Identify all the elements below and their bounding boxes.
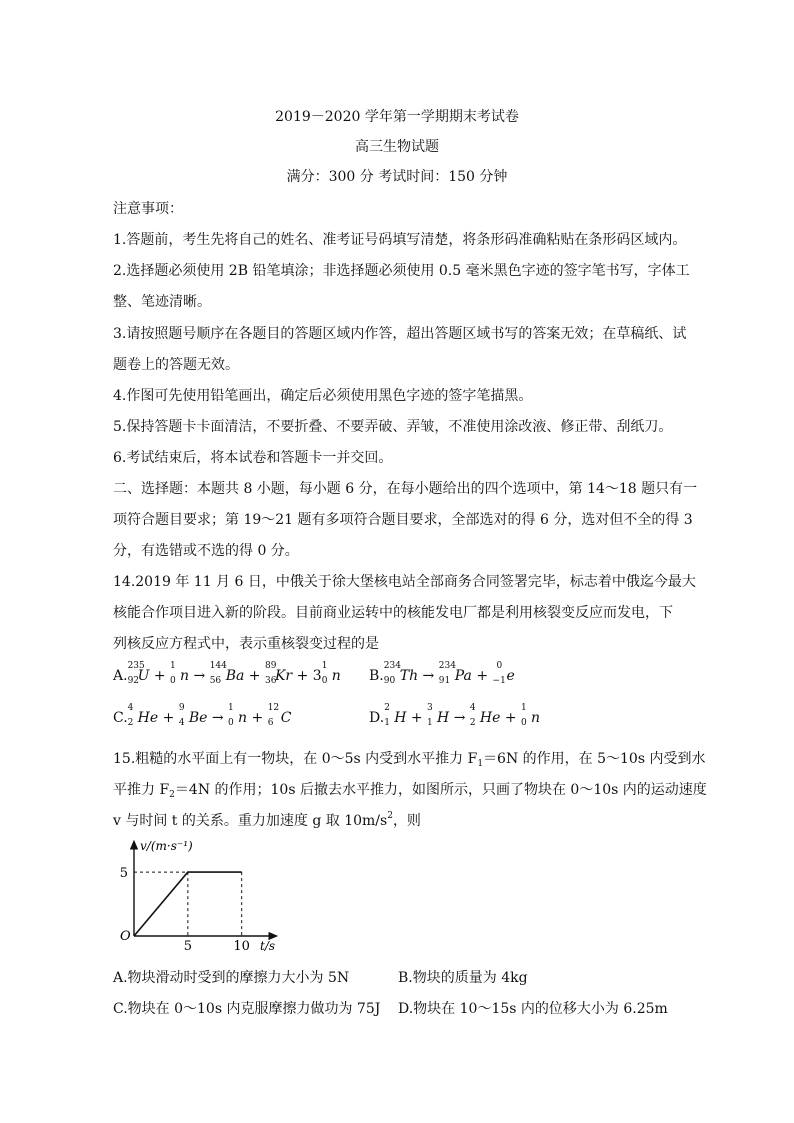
y-axis-label: v/(m·s⁻¹) (140, 839, 193, 853)
q14-stem: 核能合作项目进入新的阶段。目前商业运转中的核能发电厂都是利用核裂变反应而发电，下 (113, 605, 673, 621)
notice-line: 5.保持答题卡卡面清洁，不要折叠、不要弄破、弄皱，不准使用涂改液、修正带、刮纸刀。 (113, 419, 673, 435)
q15-stem: v 与时间 t 的关系。重力加速度 g 取 $10m/s^2$，则 (113, 811, 421, 829)
exam-subtitle: 高三生物试题 (355, 139, 439, 155)
nuclide: 1 0 n (170, 661, 190, 686)
notice-line: 2.选择题必须使用 2B 铅笔填涂；非选择题必须使用 0.5 毫米黑色字迹的签字笔书写，字体工 (113, 263, 690, 279)
q14-option-c[interactable]: C. 4 2 He + 9 4 Be → 1 0 n + 12 6 C (113, 703, 292, 728)
notice-line: 1.答题前，考生先将自己的姓名、准考证号码填写清楚，将条形码准确粘贴在条形码区域内。 (113, 232, 687, 248)
q14-option-a[interactable]: A. 235 92 U + 1 0 n → 144 56 Ba + 89 36 Kr + 3 1 0 n (113, 661, 341, 686)
x-axis-label: t/s (260, 939, 276, 953)
origin-label: O (120, 929, 131, 944)
q14-option-d[interactable]: D. 2 1 H + 3 1 H → 4 2 He + 1 0 n (369, 703, 541, 728)
exam-title: 2019－2020 学年第一学期期末考试卷 (275, 109, 519, 125)
velocity-time-graph (108, 838, 288, 954)
nuclide: 144 56 Ba (209, 661, 245, 686)
q15-option-c[interactable]: C.物块在 0～10s 内克服摩擦力做功为 75J (113, 1001, 381, 1017)
nuclide: 4 2 He (469, 703, 501, 728)
q15-option-a[interactable]: A.物块滑动时受到的摩擦力大小为 5N (113, 970, 350, 986)
nuclide: 0 −1 e (492, 661, 515, 686)
q14-option-b[interactable]: B. 234 90 Th → 234 91 Pa + 0 −1 e (369, 661, 515, 686)
notice-line: 题卷上的答题无效。 (113, 357, 239, 373)
nuclide: 235 92 U (127, 661, 150, 686)
nuclide: 9 4 Be (178, 703, 208, 728)
notice-line: 4.作图可先使用铅笔画出，确定后必须使用黑色字迹的签字笔描黑。 (113, 388, 533, 404)
nuclide: 12 6 C (267, 703, 292, 728)
q14-stem: 列核反应方程式中，表示重核裂变过程的是 (113, 636, 379, 652)
section-instructions: 项符合题目要求；第 19～21 题有多项符合题目要求，全部选对的得 6 分，选对但不全的得 3 (113, 512, 693, 528)
x-tick-label: 5 (183, 939, 192, 954)
y-tick-label: 5 (119, 866, 128, 882)
q15-stem: 平推力 $F_2=4N$ 的作用；10s 后撤去水平推力，如图所示，只画了物块在 0～10s 内的运动速度 (113, 782, 707, 800)
nuclide: 3 1 H (427, 703, 450, 728)
q15-stem: 15.粗糙的水平面上有一物块，在 0～5s 内受到水平推力 $F_1=6N$ 的作用，在 5～10s 内受到水 (113, 751, 706, 769)
q14-stem: 14.2019 年 11 月 6 日，中俄关于徐大堡核电站全部商务合同签署完毕，标志着中俄迄今最大 (113, 574, 696, 590)
notice-line: 3.请按照题号顺序在各题目的答题区域内作答，超出答题区域书写的答案无效；在草稿纸、试 (113, 326, 687, 342)
nuclide: 89 36 Kr (264, 661, 293, 686)
notice-heading: 注意事项： (113, 201, 183, 217)
section-instructions: 分，有选错或不选的得 0 分。 (113, 543, 299, 559)
nuclide: 1 0 n (521, 703, 541, 728)
x-tick-label: 10 (233, 939, 250, 954)
nuclide: 1 0 n (228, 703, 248, 728)
nuclide: 4 2 He (127, 703, 159, 728)
notice-line: 整、笔迹清晰。 (113, 294, 211, 310)
q15-option-d[interactable]: D.物块在 10～15s 内的位移大小为 6.25m (398, 1001, 668, 1017)
nuclide: 234 91 Pa (438, 661, 472, 686)
nuclide: 1 0 n (321, 661, 341, 686)
notice-line: 6.考试结束后，将本试卷和答题卡一并交回。 (113, 450, 393, 466)
nuclide: 2 1 H (384, 703, 407, 728)
nuclide: 234 90 Th (383, 661, 419, 686)
section-instructions: 二、选择题：本题共 8 小题，每小题 6 分，在每小题给出的四个选项中，第 14～18 题只有一 (113, 481, 698, 497)
score-time: 满分：300 分 考试时间：150 分钟 (286, 169, 508, 185)
q15-option-b[interactable]: B.物块的质量为 4kg (398, 970, 528, 986)
